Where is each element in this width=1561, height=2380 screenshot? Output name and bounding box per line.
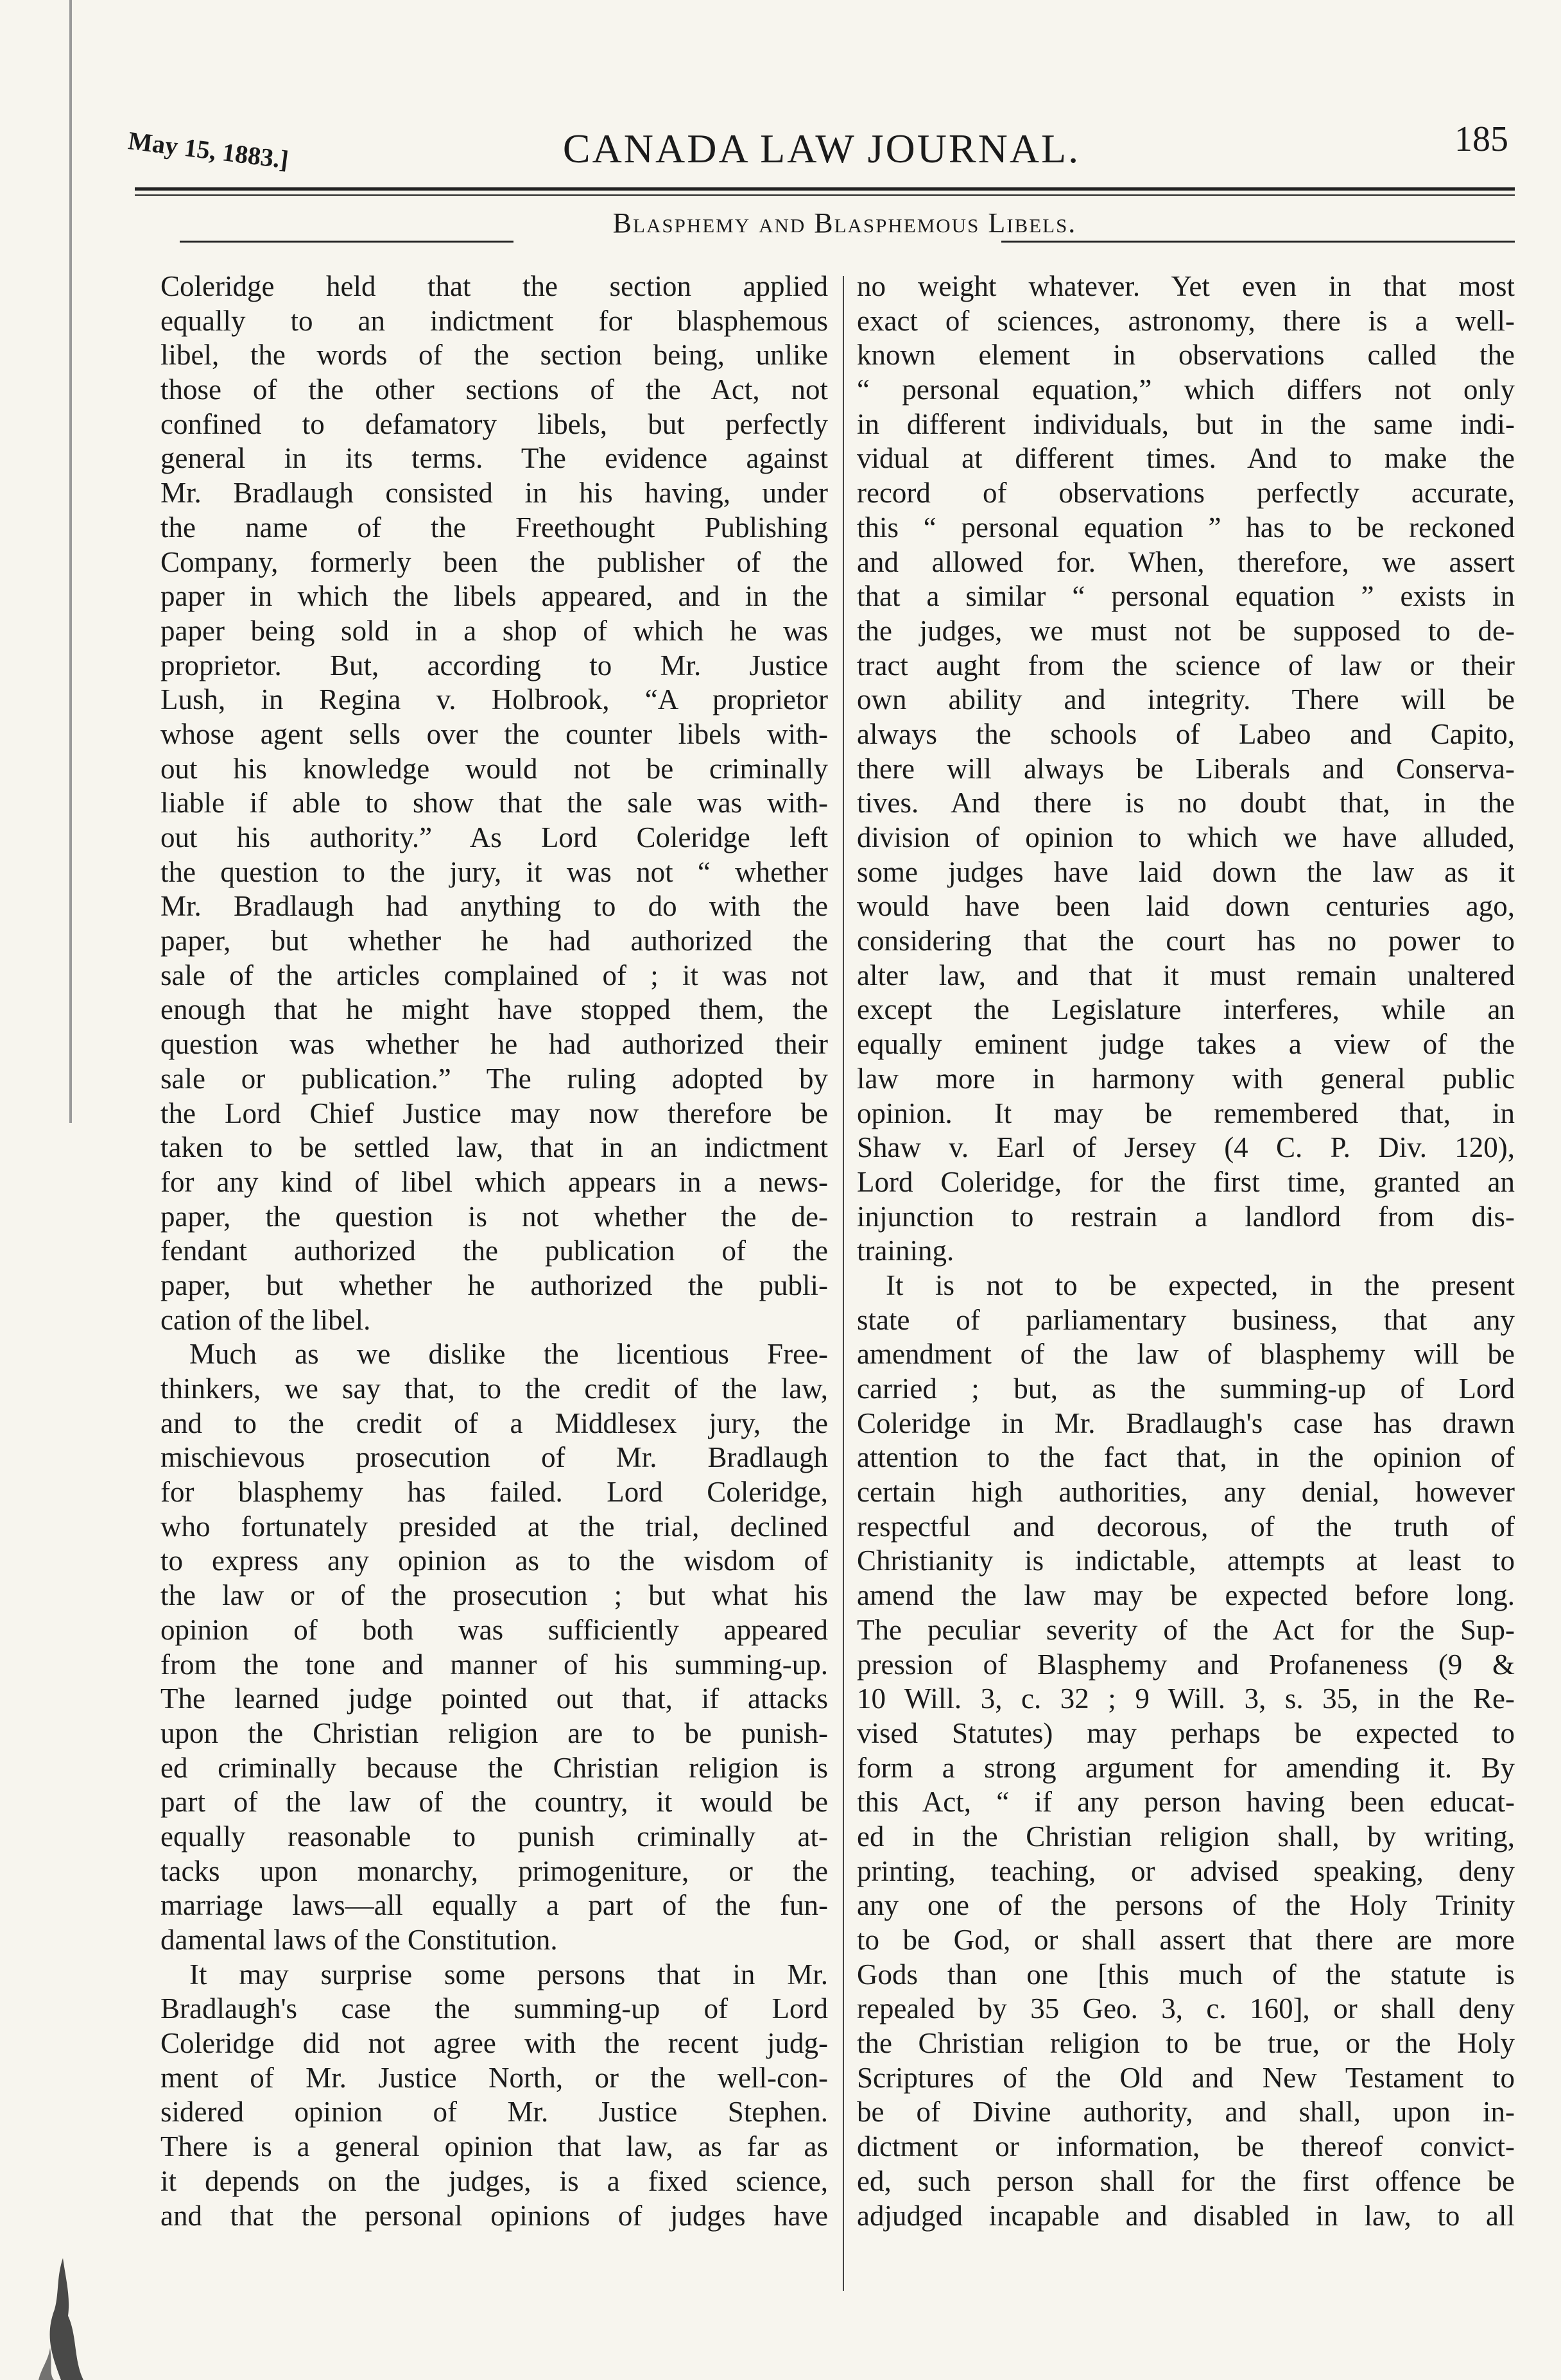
left-column-text-line: and to the credit of a Middlesex jury, the — [160, 1407, 828, 1439]
left-column-text-line: Coleridge held that the section applied — [160, 270, 828, 302]
right-column-text-line: tract aught from the science of law or their — [857, 649, 1515, 681]
right-column-text-line: and allowed for. When, therefore, we assert — [857, 545, 1515, 578]
left-column-text-line: It may surprise some persons that in Mr. — [189, 1958, 828, 1990]
right-column-text-line: this “ personal equation ” has to be reckoned — [857, 511, 1515, 544]
left-column-text-line: upon the Christian religion are to be punish- — [160, 1717, 828, 1749]
left-column-text-line: to express any opinion as to the wisdom of — [160, 1545, 828, 1577]
left-column-text-line: tacks upon monarchy, primogeniture, or the — [160, 1854, 828, 1887]
left-column-text-line: confined to defamatory libels, but perfectly — [160, 407, 828, 440]
section-title: Blasphemy and Blasphemous Libels. — [612, 207, 1077, 239]
right-column — [857, 270, 1515, 2304]
right-column-text-line: known element in observations called the — [857, 339, 1515, 372]
right-column-text-line: respectful and decorous, of the truth of — [857, 1510, 1515, 1543]
right-column-text-line: dictment or information, be thereof convict- — [857, 2130, 1515, 2163]
header-rule-thin — [135, 194, 1515, 196]
left-column-text-line: paper in which the libels appeared, and in the — [160, 580, 828, 613]
left-column-text-line: for blasphemy has failed. Lord Coleridge, — [160, 1476, 828, 1509]
ink-blot-icon — [26, 2232, 96, 2380]
left-column-text-line: liable if able to show that the sale was with- — [160, 787, 828, 819]
left-column-text-line: for any kind of libel which appears in a news- — [160, 1165, 828, 1198]
right-column-text-line: would have been laid down centuries ago, — [857, 890, 1515, 923]
left-column-text-line: paper, the question is not whether the de- — [160, 1200, 828, 1233]
left-column-text-line: libel, the words of the section being, unlike — [160, 339, 828, 372]
column-divider — [843, 276, 844, 2291]
issue-date: May 15, 1883.] — [126, 126, 290, 175]
left-column-text-line: There is a general opinion that law, as far as — [160, 2130, 828, 2163]
left-column-text-line: Coleridge did not agree with the recent judg- — [160, 2027, 828, 2060]
right-column-text-line: amendment of the law of blasphemy will be — [857, 1338, 1515, 1371]
right-column-text-line: exact of sciences, astronomy, there is a well- — [857, 304, 1515, 337]
left-column — [160, 270, 828, 2304]
left-column-text-line: paper being sold in a shop of which he was — [160, 614, 828, 647]
left-column-text-line: and that the personal opinions of judges have — [160, 2199, 828, 2232]
left-column-text-line: it depends on the judges, is a fixed science, — [160, 2164, 828, 2197]
right-column-text-line: be of Divine authority, and shall, upon in- — [857, 2096, 1515, 2128]
left-column-text-line: who fortunately presided at the trial, declined — [160, 1510, 828, 1543]
right-column-text-line: ed in the Christian religion shall, by writing, — [857, 1820, 1515, 1853]
right-column-text-line: any one of the persons of the Holy Trinity — [857, 1889, 1515, 1922]
right-column-text-line: injunction to restrain a landlord from dis- — [857, 1200, 1515, 1233]
left-column-text-line: the Lord Chief Justice may now therefore be — [160, 1097, 828, 1129]
right-column-text-line: to be God, or shall assert that there are more — [857, 1924, 1515, 1956]
right-column-text-line: alter law, and that it must remain unaltered — [857, 959, 1515, 991]
right-column-text-line: there will always be Liberals and Conserva- — [857, 752, 1515, 785]
right-column-text-line: always the schools of Labeo and Capito, — [857, 717, 1515, 750]
left-column-text-line: out his authority.” As Lord Coleridge left — [160, 821, 828, 853]
journal-title: CANADA LAW JOURNAL. — [562, 126, 1081, 171]
right-column-text-line: except the Legislature interferes, while an — [857, 993, 1515, 1026]
right-column-text-line: attention to the fact that, in the opinion of — [857, 1441, 1515, 1474]
left-column-text-line: cation of the libel. — [160, 1303, 371, 1336]
section-rule-left — [180, 241, 513, 243]
right-column-text-line: tives. And there is no doubt that, in the — [857, 787, 1515, 819]
right-column-text-line: training. — [857, 1235, 954, 1267]
left-column-text-line: the question to the jury, it was not “ whether — [160, 855, 828, 888]
left-column-text-line: Mr. Bradlaugh had anything to do with the — [160, 890, 828, 923]
right-column-text-line: amend the law may be expected before long. — [857, 1579, 1515, 1612]
left-column-text-line: marriage laws—all equally a part of the fun- — [160, 1889, 828, 1922]
left-column-text-line: out his knowledge would not be criminally — [160, 752, 828, 785]
left-column-text-line: the law or of the prosecution ; but what his — [160, 1579, 828, 1612]
right-column-text-line: Shaw v. Earl of Jersey (4 C. P. Div. 120), — [857, 1131, 1515, 1164]
binding-edge — [69, 0, 72, 1123]
right-column-text-line: It is not to be expected, in the present — [886, 1269, 1515, 1301]
right-column-text-line: pression of Blasphemy and Profaneness (9 & — [857, 1648, 1515, 1681]
right-column-text-line: The peculiar severity of the Act for the Sup- — [857, 1613, 1515, 1646]
left-column-text-line: Mr. Bradlaugh consisted in his having, under — [160, 477, 828, 509]
right-column-text-line: law more in harmony with general public — [857, 1062, 1515, 1095]
left-column-text-line: those of the other sections of the Act, not — [160, 373, 828, 406]
left-column-text-line: taken to be settled law, that in an indictment — [160, 1131, 828, 1164]
right-column-text-line: Coleridge in Mr. Bradlaugh's case has drawn — [857, 1407, 1515, 1439]
right-column-text-line: 10 Will. 3, c. 32 ; 9 Will. 3, s. 35, in the Re- — [857, 1682, 1515, 1715]
right-column-text-line: repealed by 35 Geo. 3, c. 160], or shall deny — [857, 1992, 1515, 2025]
running-header — [128, 112, 1515, 183]
left-column-text-line: Company, formerly been the publisher of the — [160, 545, 828, 578]
left-column-text-line: sidered opinion of Mr. Justice Stephen. — [160, 2096, 828, 2128]
right-column-text-line: considering that the court has no power to — [857, 925, 1515, 957]
right-column-text-line: “ personal equation,” which differs not only — [857, 373, 1515, 406]
right-column-text-line: no weight whatever. Yet even in that most — [857, 270, 1515, 302]
section-rule-right — [1001, 241, 1515, 243]
left-column-text-line: question was whether he had authorized their — [160, 1028, 828, 1061]
left-column-text-line: ment of Mr. Justice North, or the well-con- — [160, 2061, 828, 2094]
left-column-text-line: Bradlaugh's case the summing-up of Lord — [160, 1992, 828, 2025]
right-column-text-line: ed, such person shall for the first offence be — [857, 2164, 1515, 2197]
right-column-text-line: carried ; but, as the summing-up of Lord — [857, 1373, 1515, 1405]
left-column-text-line: paper, but whether he had authorized the — [160, 925, 828, 957]
left-column-text-line: The learned judge pointed out that, if attacks — [160, 1682, 828, 1715]
right-column-text-line: opinion. It may be remembered that, in — [857, 1097, 1515, 1129]
left-column-text-line: sale or publication.” The ruling adopted by — [160, 1062, 828, 1095]
header-rule — [135, 187, 1515, 191]
left-column-text-line: paper, but whether he authorized the publi- — [160, 1269, 828, 1301]
right-column-text-line: the judges, we must not be supposed to de- — [857, 614, 1515, 647]
left-column-text-line: equally reasonable to punish criminally at- — [160, 1820, 828, 1853]
left-column-text-line: fendant authorized the publication of the — [160, 1235, 828, 1267]
left-column-text-line: ed criminally because the Christian religion is — [160, 1751, 828, 1784]
right-column-text-line: this Act, “ if any person having been educat- — [857, 1786, 1515, 1819]
right-column-text-line: printing, teaching, or advised speaking, deny — [857, 1854, 1515, 1887]
left-column-text-line: whose agent sells over the counter libels with- — [160, 717, 828, 750]
right-column-text-line: own ability and integrity. There will be — [857, 683, 1515, 716]
left-column-text-line: opinion of both was sufficiently appeared — [160, 1613, 828, 1646]
page-number: 185 — [1454, 119, 1508, 159]
right-column-text-line: adjudged incapable and disabled in law, to all — [857, 2199, 1515, 2232]
left-column-text-line: sale of the articles complained of ; it was not — [160, 959, 828, 991]
left-column-text-line: part of the law of the country, it would be — [160, 1786, 828, 1819]
right-column-text-line: Lord Coleridge, for the first time, granted an — [857, 1165, 1515, 1198]
left-column-text-line: the name of the Freethought Publishing — [160, 511, 828, 544]
left-column-text-line: Lush, in Regina v. Holbrook, “A proprietor — [160, 683, 828, 716]
right-column-text-line: in different individuals, but in the same indi- — [857, 407, 1515, 440]
right-column-text-line: vised Statutes) may perhaps be expected to — [857, 1717, 1515, 1749]
left-column-text-line: general in its terms. The evidence against — [160, 442, 828, 475]
right-column-text-line: that a similar “ personal equation ” exists in — [857, 580, 1515, 613]
left-column-text-line: proprietor. But, according to Mr. Justice — [160, 649, 828, 681]
right-column-text-line: certain high authorities, any denial, however — [857, 1476, 1515, 1509]
left-column-text-line: thinkers, we say that, to the credit of the law, — [160, 1373, 828, 1405]
right-column-text-line: state of parliamentary business, that any — [857, 1303, 1515, 1336]
right-column-text-line: record of observations perfectly accurate, — [857, 477, 1515, 509]
left-column-text-line: from the tone and manner of his summing-up. — [160, 1648, 828, 1681]
left-column-text-line: enough that he might have stopped them, the — [160, 993, 828, 1026]
left-column-text-line: equally to an indictment for blasphemous — [160, 304, 828, 337]
right-column-text-line: Christianity is indictable, attempts at least to — [857, 1545, 1515, 1577]
right-column-text-line: equally eminent judge takes a view of the — [857, 1028, 1515, 1061]
left-column-text-line: mischievous prosecution of Mr. Bradlaugh — [160, 1441, 828, 1474]
right-column-text-line: some judges have laid down the law as it — [857, 855, 1515, 888]
right-column-text-line: form a strong argument for amending it. By — [857, 1751, 1515, 1784]
right-column-text-line: vidual at different times. And to make the — [857, 442, 1515, 475]
right-column-text-line: Gods than one [this much of the statute is — [857, 1958, 1515, 1990]
right-column-text-line: division of opinion to which we have alluded, — [857, 821, 1515, 853]
left-column-text-line: Much as we dislike the licentious Free- — [189, 1338, 828, 1371]
left-column-text-line: damental laws of the Constitution. — [160, 1924, 558, 1956]
right-column-text-line: Scriptures of the Old and New Testament to — [857, 2061, 1515, 2094]
right-column-text-line: the Christian religion to be true, or the Holy — [857, 2027, 1515, 2060]
